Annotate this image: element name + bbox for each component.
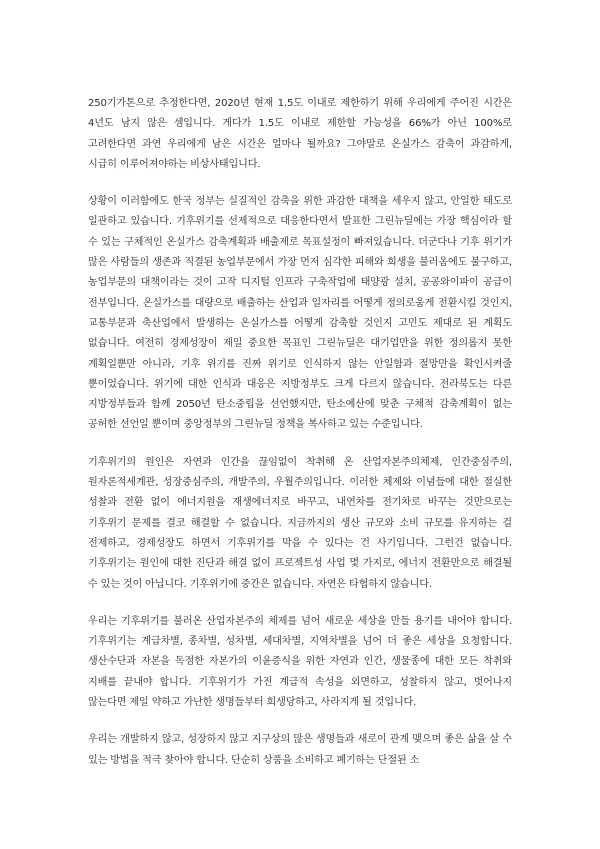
paragraph: 250기가톤으로 추정한다면, 2020년 현재 1.5도 이내로 제한하기 위해 우리에게 주어진 시간은 4년도 남지 않은 셈입니다. 게다가 1.5도 이내로 제한할 가능성을 66%가 아닌 100%로 고려한다면 과연 우리에게 남은 시간은 얼마나 될까요? 그야말로 온실가스 감축이 과감하게, 시급히 이루어져야하는 비상사태입니다. (88, 98, 512, 170)
paragraph: 우리는 개발하지 않고, 성장하지 않고 지구상의 많은 생명들과 새로이 관계 맺으며 좋은 삶을 살 수 있는 방법을 적극 찾아야 합니다. 단순히 상품을 소비하고 폐기하는 단절된 소 (88, 734, 512, 766)
paragraph: 우리는 기후위기를 불러온 산업자본주의 체제를 넘어 새로운 세상을 만들 용기를 내어야 합니다. 기후위기는 계급차별, 종차별, 성차별, 세대차별, 지역차별을 넘어 더 좋은 세상을 요청합니다. 생산수단과 자본을 독점한 자본가의 이윤증식을 위한 자연과 인간, 생물종에 대한 모든 착취와 지배를 끝내야 합니다. 기후위기가 가진 계급적 속성을 외면하고, 성찰하지 않고, 벗어나지 않는다면 제일 약하고 가난한 생명들부터 희생당하고, 사라지게 될 것입니다. (88, 615, 512, 709)
paragraph: 상황이 이러함에도 한국 정부는 실질적인 감축을 위한 과감한 대책을 세우지 않고, 안일한 태도로 일관하고 있습니다. 기후위기를 선제적으로 대응한다면서 발표한 그린뉴딜에는 가장 핵심이라 할 수 있는 구체적인 온실가스 감축계획과 배출제로 목표설정이 빠져있습니다. 더군다나 기후 위기가 많은 사람들의 생존과 직결된 농업부문에서 가장 먼저 심각한 피해와 희생을 불러옴에도 불구하고, 농업부문의 대책이라는 것이 고작 디지털 인프라 구축작업에 태양광 설치, 공공와이파이 공급이 전부입니다. 온실가스를 대량으로 배출하는 산업과 일자리를 어떻게 정의로움게 전환시킬 것인지, 교통부문과 축산업에서 발생하는 온실가스를 어떻게 감축할 것인지 고민도 제대로 된 계획도 없습니다. 여전히 경제성장이 제일 중요한 목표인 그린뉴딜은 대기업만을 위한 정의롭지 못한 계획일뿐만 아니라, 기후 위기를 진짜 위기로 인식하지 않는 안일함과 절망만을 확인시켜줄 뿐이었습니다. 위기에 대한 인식과 대응은 지방정부도 크게 다르지 않습니다. 전라북도는 다른 지방정부들과 함께 2050년 탄소중립을 선언했지만, 탄소예산에 맞춘 구체적 감축계획이 없는 공허한 선언일 뿐이며 중앙정부의 그린뉴딜 정책을 복사하고 있는 수준입니다. (88, 196, 512, 431)
document-body (88, 94, 512, 771)
paragraph: 기후위기의 원인은 자연과 인간을 끊임없이 착취해 온 산업자본주의체제, 인간중심주의, 원자론적세계관, 성장중심주의, 개발주의, 우월주의입니다. 이러한 체제와 이념들에 대한 절실한 성찰과 전환 없이 에너지원을 재생에너지로 바꾸고, 내연차를 전기차로 바꾸는 것만으로는 기후위기 문제를 결코 해결할 수 없습니다. 지금까지의 생산 규모와 소비 규모를 유지하는 걸 전제하고, 경제성장도 하면서 기후위기를 막을 수 있다는 건 사기입니다. 그런건 없습니다. 기후위기는 원인에 대한 진단과 해결 없이 프로젝트성 사업 몇 가지로, 에너지 전환만으로 해결될 수 있는 것이 아닙니다. 기후위기에 중간은 없습니다. 자연은 타협하지 않습니다. (88, 456, 512, 590)
